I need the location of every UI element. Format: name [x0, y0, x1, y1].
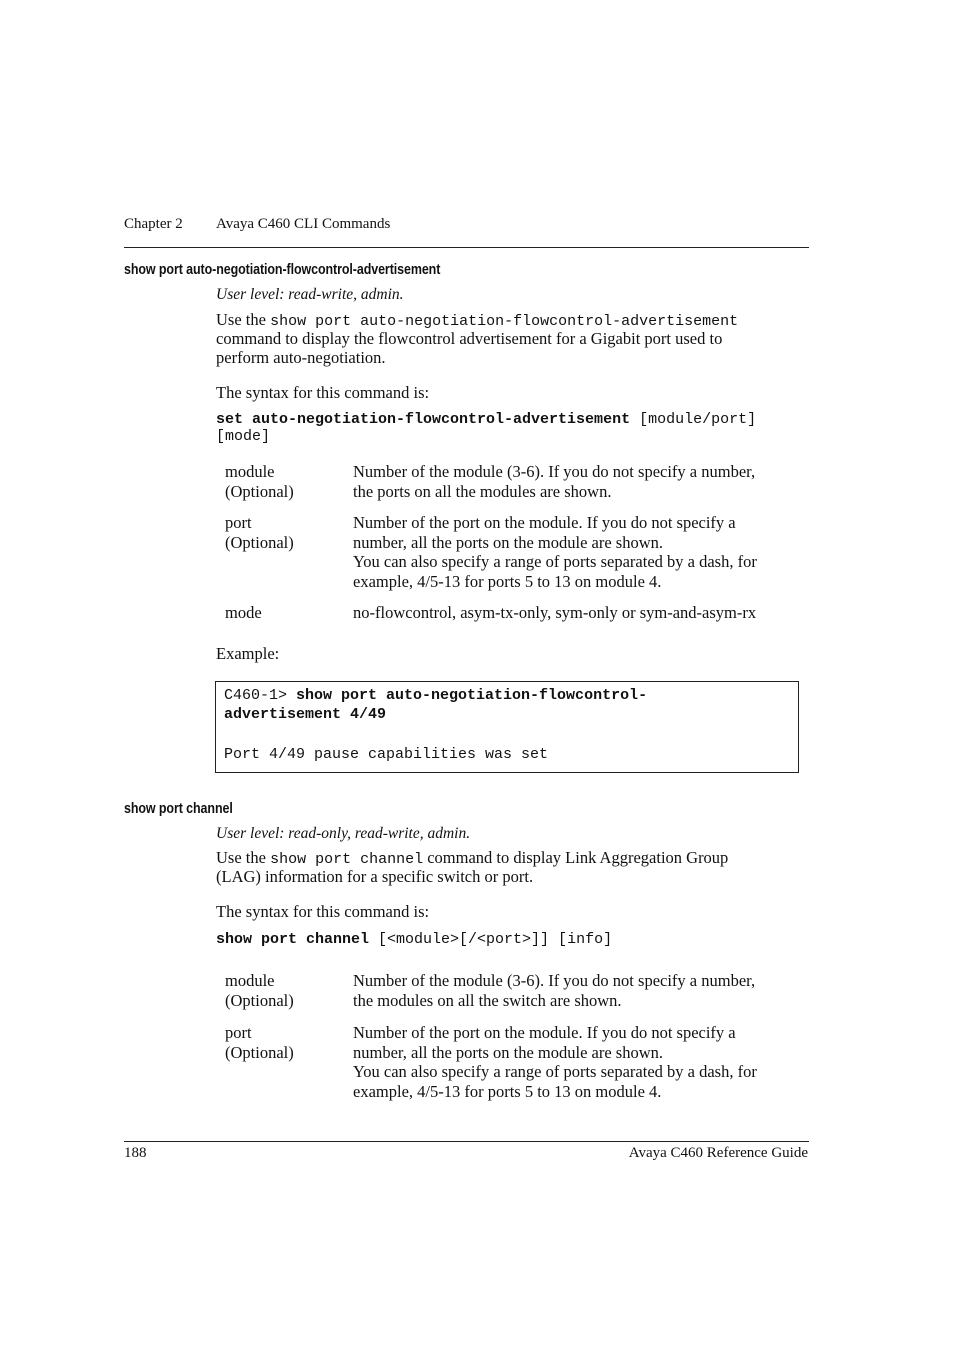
param-desc: no-flowcontrol, asym-tx-only, sym-only or sym-and-asym-rx [353, 603, 757, 622]
syntax-command: show port channel [216, 931, 370, 948]
param-desc: Number of the module (3-6). If you do not specify a number, the modules on all the switch are shown. [353, 971, 756, 1010]
example-label: Example: [216, 644, 280, 663]
syntax-intro-channel: The syntax for this command is: [216, 902, 430, 921]
intro-command: show port auto-negotiation-flowcontrol-advertisement [270, 313, 739, 330]
intro-line-3: perform auto-negotiation. [216, 348, 386, 367]
syntax-args: [<module>[/<port>]] [info] [369, 931, 613, 948]
intro-prefix: Use the [216, 848, 271, 867]
example-command-line-2: advertisement 4/49 [224, 706, 387, 723]
param-name: module (Optional) [225, 462, 294, 501]
footer-rule [124, 1141, 809, 1142]
example-prompt: C460-1> [224, 687, 297, 704]
chapter-label: Chapter 2 [124, 216, 183, 232]
example-output: Port 4/49 pause capabilities was set [224, 746, 549, 763]
chapter-title: Avaya C460 CLI Commands [216, 216, 391, 232]
intro-line-2: command to display the flowcontrol advertisement for a Gigabit port used to [216, 329, 723, 348]
param-name: port (Optional) [225, 513, 294, 552]
example-command: show port auto-negotiation-flowcontrol- [296, 687, 648, 704]
intro-prefix: Use the [216, 310, 271, 329]
intro-line-2: (LAG) information for a specific switch or port. [216, 867, 534, 886]
param-desc: Number of the port on the module. If you do not specify a number, all the ports on the module are shown. You can also specify a range of ports separated by a dash, for example, 4/5-13 for ports 5 to 13 on module 4. [353, 513, 757, 591]
param-desc: Number of the module (3-6). If you do not specify a number, the ports on all the modules are shown. [353, 462, 756, 501]
page-number: 188 [124, 1145, 147, 1161]
param-name: port (Optional) [225, 1023, 294, 1062]
guide-title: Avaya C460 Reference Guide [628, 1145, 808, 1161]
section-heading-channel: show port channel [124, 801, 233, 817]
intro-command: show port channel [270, 851, 424, 868]
code-example-box [215, 681, 799, 773]
syntax-intro-autoneg: The syntax for this command is: [216, 383, 430, 402]
example-command-line-1 [224, 687, 647, 704]
user-level-autoneg: User level: read-write, admin. [216, 286, 404, 303]
syntax-line-2: [mode] [216, 428, 271, 445]
syntax-command: set auto-negotiation-flowcontrol-advertisement [216, 411, 631, 428]
user-level-channel: User level: read-only, read-write, admin. [216, 825, 471, 842]
param-name: module (Optional) [225, 971, 294, 1010]
param-desc: Number of the port on the module. If you do not specify a number, all the ports on the module are shown. You can also specify a range of ports separated by a dash, for example, 4/5-13 for ports 5 to 13 on module 4. [353, 1023, 757, 1101]
syntax-args: [module/port] [630, 411, 757, 428]
header-rule [124, 247, 809, 248]
intro-suffix: command to display Link Aggregation Group [423, 848, 729, 867]
syntax-line [216, 928, 806, 950]
section-heading-autoneg: show port auto-negotiation-flowcontrol-advertisement [124, 262, 441, 278]
param-name: mode [225, 603, 262, 622]
